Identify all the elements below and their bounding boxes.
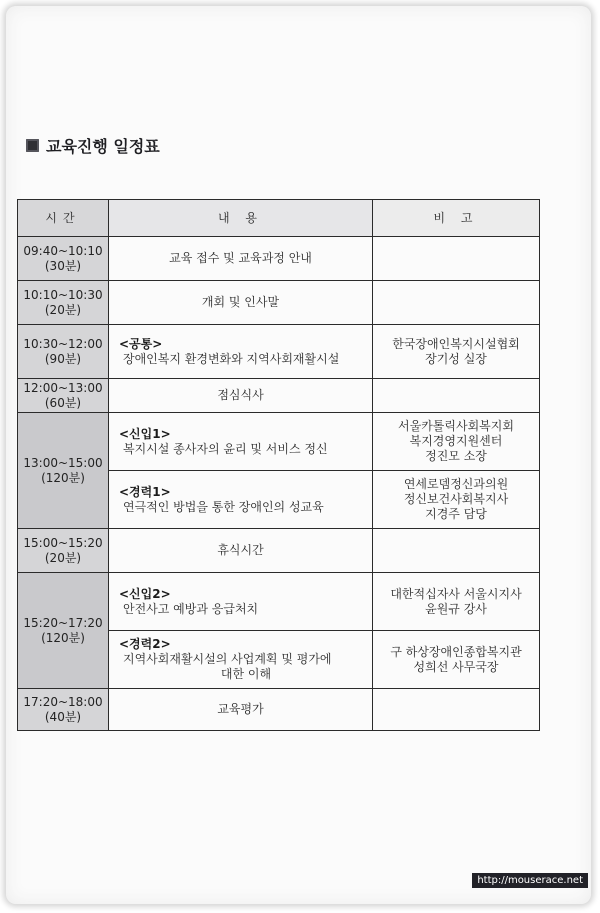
time-cell xyxy=(18,689,109,731)
note-line: 윤원규 강사 xyxy=(425,601,487,616)
content-cell: 교육평가 xyxy=(109,689,373,731)
note-cell xyxy=(373,689,540,731)
note-line: 복지경영지원센터 xyxy=(409,434,503,448)
time-cell xyxy=(18,281,109,325)
note-cell xyxy=(373,325,540,379)
session-title: 복지시설 종사자의 윤리 및 서비스 정신 xyxy=(123,441,328,456)
session-title: 연극적인 방법을 통한 장애인의 성교육 xyxy=(123,499,324,514)
session-tag: <신입2> xyxy=(119,586,171,601)
note-cell xyxy=(373,281,540,325)
time-cell xyxy=(18,573,109,689)
schedule-table xyxy=(17,199,540,731)
content-cell xyxy=(109,631,373,689)
time-cell xyxy=(18,529,109,573)
note-cell xyxy=(373,573,540,631)
header-note: 비 고 xyxy=(373,200,540,237)
time-range: 13:00~15:00 xyxy=(23,455,103,470)
note-line: 정신보건사회복지사 xyxy=(403,492,509,506)
time-duration: (120분) xyxy=(41,470,85,485)
session-title-cont: 대한 이해 xyxy=(220,667,272,681)
time-range: 10:30~12:00 xyxy=(23,336,103,351)
note-line: 정진모 소장 xyxy=(425,449,487,463)
note-cell xyxy=(373,471,540,529)
table-row xyxy=(18,379,540,413)
time-cell xyxy=(18,413,109,529)
content-cell: 개회 및 인사말 xyxy=(109,281,373,325)
table-row xyxy=(18,237,540,281)
header-time: 시간 xyxy=(18,200,109,237)
table-row xyxy=(18,413,540,471)
table-row xyxy=(18,325,540,379)
content-cell: 점심식사 xyxy=(109,379,373,413)
table-row xyxy=(18,573,540,631)
time-duration: (120분) xyxy=(41,630,85,645)
time-range: 17:20~18:00 xyxy=(23,694,103,709)
time-cell xyxy=(18,325,109,379)
time-range: 10:10~10:30 xyxy=(23,287,103,302)
content-cell xyxy=(109,325,373,379)
note-cell xyxy=(373,631,540,689)
section-heading xyxy=(26,134,160,157)
note-cell xyxy=(373,529,540,573)
session-tag: <경력1> xyxy=(119,484,171,499)
table-row xyxy=(18,689,540,731)
note-cell xyxy=(373,413,540,471)
content-cell xyxy=(109,573,373,631)
time-duration: (60분) xyxy=(44,395,82,410)
time-duration: (30분) xyxy=(44,258,82,273)
session-tag: <경력2> xyxy=(119,637,171,651)
note-line: 성희선 사무국장 xyxy=(413,659,499,674)
time-duration: (20분) xyxy=(44,302,82,317)
table-row xyxy=(18,529,540,573)
watermark-url: http://mouserace.net xyxy=(472,873,588,888)
note-line: 연세로뎀정신과의원 xyxy=(403,477,509,491)
note-line: 장기성 실장 xyxy=(425,351,487,366)
section-title: 교육진행 일정표 xyxy=(46,137,160,156)
note-line: 서울카톨릭사회복지회 xyxy=(398,419,514,433)
square-bullet-icon xyxy=(26,139,39,152)
note-line: 지경주 담당 xyxy=(425,507,487,521)
header-content: 내 용 xyxy=(109,200,373,237)
content-cell xyxy=(109,471,373,529)
session-title: 안전사고 예방과 응급처치 xyxy=(123,601,259,616)
note-line: 구 하상장애인종합복지관 xyxy=(390,644,522,659)
time-duration: (90분) xyxy=(44,351,82,366)
session-title: 지역사회재활시설의 사업계획 및 평가에 xyxy=(123,652,332,666)
content-cell: 휴식시간 xyxy=(109,529,373,573)
note-cell xyxy=(373,379,540,413)
note-cell xyxy=(373,237,540,281)
time-duration: (20분) xyxy=(44,550,82,565)
time-cell xyxy=(18,379,109,413)
time-range: 15:20~17:20 xyxy=(23,615,103,630)
session-tag: <신입1> xyxy=(119,426,171,441)
content-cell xyxy=(109,413,373,471)
time-range: 12:00~13:00 xyxy=(23,380,103,395)
content-cell: 교육 접수 및 교육과정 안내 xyxy=(109,237,373,281)
time-cell xyxy=(18,237,109,281)
note-line: 대한적십자사 서울시지사 xyxy=(390,586,522,601)
time-range: 15:00~15:20 xyxy=(23,535,103,550)
table-row xyxy=(18,281,540,325)
time-duration: (40분) xyxy=(44,709,82,724)
session-title: 장애인복지 환경변화와 지역사회재활시설 xyxy=(123,351,340,366)
header-row xyxy=(18,200,540,237)
time-range: 09:40~10:10 xyxy=(23,243,103,258)
session-tag: <공통> xyxy=(119,336,163,351)
note-line: 한국장애인복지시설협회 xyxy=(392,336,520,351)
